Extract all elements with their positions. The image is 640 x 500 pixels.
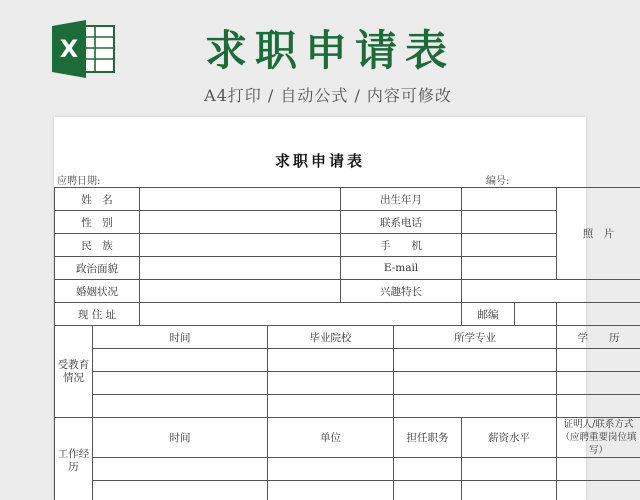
work-col-time: 时间 (93, 418, 268, 458)
gender-label: 性 别 (55, 211, 140, 234)
hobby-label: 兴趣特长 (341, 280, 462, 303)
edu-cell[interactable] (394, 372, 557, 395)
form-title: 求职申请表 (274, 152, 365, 170)
hobby-value[interactable] (462, 280, 640, 303)
application-form-table (54, 187, 640, 500)
edu-cell[interactable] (93, 395, 268, 418)
address-value[interactable] (140, 303, 462, 326)
work-col-salary: 薪资水平 (462, 418, 557, 458)
email-label: E-mail (341, 257, 462, 280)
edu-cell[interactable] (557, 395, 640, 418)
number-label: 编号: (486, 176, 510, 187)
work-cell[interactable] (93, 458, 268, 481)
page-subtitle: A4打印 / 自动公式 / 内容可修改 (204, 86, 452, 105)
work-cell[interactable] (268, 458, 394, 481)
mobile-label: 手 机 (341, 234, 462, 257)
apply-date-label: 应聘日期: (57, 176, 101, 187)
reference-line-1: 证明人/联系方式 (563, 419, 634, 430)
mobile-value[interactable] (462, 234, 557, 257)
reference-line-2: （应聘重要岗位填写） (560, 432, 637, 456)
political-value[interactable] (140, 257, 341, 280)
education-label: 受教育情况 (55, 326, 93, 418)
work-cell[interactable] (557, 458, 640, 481)
work-col-position: 担任职务 (394, 418, 462, 458)
work-cell[interactable] (268, 481, 394, 500)
edu-cell[interactable] (557, 372, 640, 395)
edu-col-time: 时间 (93, 326, 268, 349)
postcode-label: 邮编 (462, 303, 515, 326)
work-col-reference (557, 418, 640, 458)
political-label: 政治面貌 (55, 257, 140, 280)
phone-value[interactable] (462, 211, 557, 234)
email-value[interactable] (462, 257, 557, 280)
work-cell[interactable] (394, 481, 462, 500)
name-value[interactable] (140, 188, 341, 211)
page-headline: 求职申请表 (204, 26, 455, 75)
edu-cell[interactable] (268, 372, 394, 395)
form-sheet (54, 117, 637, 500)
address-label: 现 住 址 (55, 303, 140, 326)
edu-cell[interactable] (557, 349, 640, 372)
ethnicity-label: 民 族 (55, 234, 140, 257)
work-col-company: 单位 (268, 418, 394, 458)
edu-cell[interactable] (93, 372, 268, 395)
edu-cell[interactable] (93, 349, 268, 372)
edu-cell[interactable] (268, 395, 394, 418)
work-cell[interactable] (462, 481, 557, 500)
edu-cell[interactable] (394, 349, 557, 372)
ethnicity-value[interactable] (140, 234, 341, 257)
postcode-value[interactable] (515, 303, 557, 326)
edu-col-degree: 学 历 (557, 326, 640, 349)
photo-cell[interactable]: 照 片 (557, 188, 640, 280)
work-cell[interactable] (557, 481, 640, 500)
gender-value[interactable] (140, 211, 341, 234)
edu-col-school: 毕业院校 (268, 326, 394, 349)
work-label: 工作经历 (55, 418, 93, 500)
edu-col-major: 所学专业 (394, 326, 557, 349)
work-cell[interactable] (394, 458, 462, 481)
name-label: 姓 名 (55, 188, 140, 211)
work-cell[interactable] (93, 481, 268, 500)
address-row-extra[interactable] (557, 303, 640, 326)
birth-value[interactable] (462, 188, 557, 211)
marital-value[interactable] (140, 280, 341, 303)
birth-label: 出生年月 (341, 188, 462, 211)
work-cell[interactable] (462, 458, 557, 481)
phone-label: 联系电话 (341, 211, 462, 234)
edu-cell[interactable] (394, 395, 557, 418)
marital-label: 婚姻状况 (55, 280, 140, 303)
edu-cell[interactable] (268, 349, 394, 372)
logo-letter: X (59, 35, 79, 63)
